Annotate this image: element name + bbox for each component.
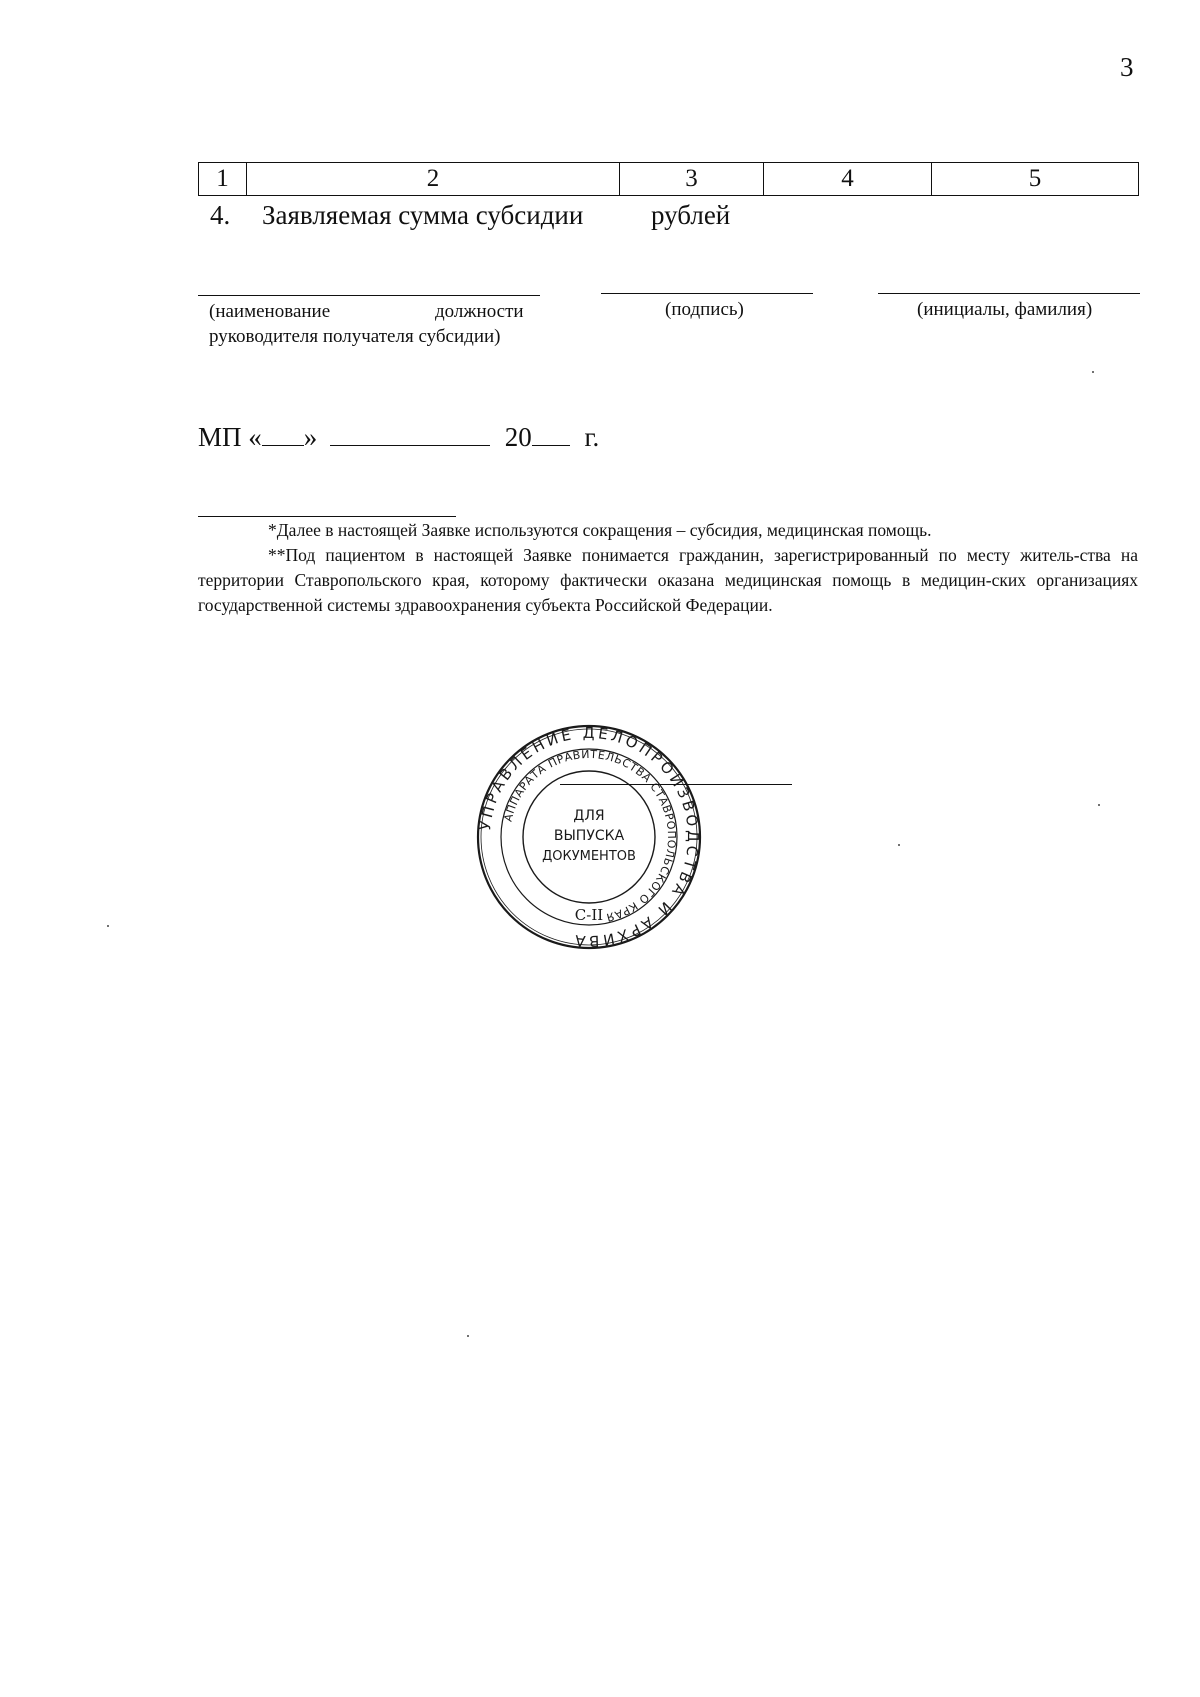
speck bbox=[1092, 371, 1094, 373]
month-blank bbox=[330, 423, 490, 446]
year-blank bbox=[532, 423, 570, 446]
position-label-part1: (наименование bbox=[209, 301, 331, 322]
official-seal bbox=[476, 724, 702, 950]
name-label: (инициалы, фамилия) bbox=[917, 299, 1093, 320]
footnote-1: *Далее в настоящей Заявке используются сокращения – субсидия, медицинская помощь. bbox=[268, 520, 932, 540]
position-label-line2: руководителя получателя субсидии) bbox=[209, 326, 501, 347]
position-label-part2: должности bbox=[435, 301, 524, 322]
claim-unit: рублей bbox=[651, 200, 731, 230]
claim-number: 4. bbox=[210, 200, 231, 230]
stamp-date-line bbox=[198, 422, 599, 453]
seal-code: С-II bbox=[574, 906, 604, 924]
name-signature-line bbox=[878, 293, 1140, 294]
speck bbox=[898, 844, 900, 846]
seal-signature-line bbox=[560, 784, 792, 785]
seal-center-line3: ДОКУМЕНТОВ bbox=[542, 849, 636, 864]
speck bbox=[1098, 804, 1100, 806]
table-cell: 5 bbox=[932, 163, 1139, 196]
seal-center-line1: ДЛЯ bbox=[573, 808, 605, 824]
seal-center-line2: ВЫПУСКА bbox=[553, 828, 625, 844]
footnote-separator bbox=[198, 516, 456, 517]
footnote-2: **Под пациентом в настоящей Заявке понимается гражданин, зарегистрированный по месту житель-ства на территории Ставропольского края, которому фактически оказана медицинская помощь в медицин-ских организациях государственной системы здравоохранения субъекта Российской Федерации. bbox=[198, 545, 1138, 615]
table-cell: 2 bbox=[247, 163, 620, 196]
claim-text: Заявляемая сумма субсидии bbox=[262, 200, 584, 230]
close-quote: » bbox=[303, 422, 318, 452]
table-cell: 4 bbox=[764, 163, 932, 196]
signature-line bbox=[601, 293, 813, 294]
signature-label: (подпись) bbox=[665, 299, 744, 320]
open-quote: « bbox=[248, 422, 262, 452]
table-cell: 1 bbox=[199, 163, 247, 196]
year-prefix: 20 bbox=[504, 422, 532, 452]
page-number: 3 bbox=[1120, 52, 1134, 82]
seal-inner-text: АППАРАТА ПРАВИТЕЛЬСТВА СТАВРОПОЛЬСКОГО КРАЯ bbox=[501, 747, 679, 925]
table-row bbox=[199, 163, 1139, 196]
mp-label: МП bbox=[198, 422, 242, 452]
day-blank bbox=[262, 423, 304, 446]
speck bbox=[467, 1335, 469, 1337]
column-number-table bbox=[198, 162, 1139, 196]
year-suffix: г. bbox=[584, 422, 600, 452]
position-signature-line bbox=[198, 295, 540, 296]
speck bbox=[107, 925, 109, 927]
seal-outer-text: УПРАВЛЕНИЕ ДЕЛОПРОИЗВОДСТВА И АРХИВА bbox=[476, 724, 702, 950]
table-cell: 3 bbox=[620, 163, 764, 196]
